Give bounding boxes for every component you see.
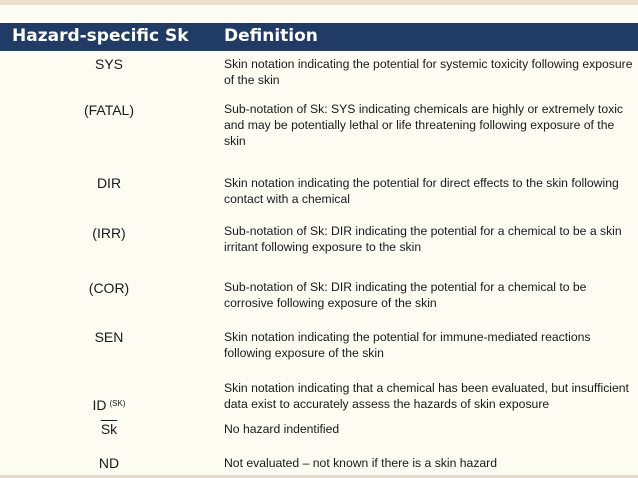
hazard-term-superscript: (SK) (109, 399, 126, 408)
hazard-definition: Skin notation indicating the potential for immune-mediated reactions following exposure of the skin (224, 330, 591, 360)
hazard-definition: Sub-notation of Sk: DIR indicating the potential for a chemical to be corrosive following exposure of the skin (224, 280, 587, 310)
hazard-definition: Sub-notation of Sk: SYS indicating chemicals are highly or extremely toxic and may be potentially lethal or life threatening following exposure of the skin (224, 102, 623, 148)
hazard-term: (IRR) (92, 225, 126, 241)
hazard-term-text: ID (92, 397, 107, 413)
hazard-term: ND (98, 455, 120, 471)
hazard-term: SEN (94, 329, 124, 345)
hazard-definition: Skin notation indicating the potential for systemic toxicity following exposure of the skin (224, 57, 633, 87)
hazard-term (0, 397, 218, 413)
hazard-definition: Skin notation indicating that a chemical has been evaluated, but insufficient data exist to accurately assess the hazards of skin exposure (224, 381, 629, 411)
hazard-definition: Skin notation indicating the potential for direct effects to the skin following contact with a chemical (224, 176, 619, 206)
hazard-term: $\overline{Sk}$ (100, 421, 118, 437)
hazard-term: SYS (94, 56, 123, 72)
column-header-hazard: Hazard-specific Sk (12, 26, 189, 46)
hazard-definition: Not evaluated – not known if there is a skin hazard (224, 456, 498, 470)
hazard-term: DIR (96, 175, 122, 191)
table-header (0, 23, 638, 51)
hazard-term: (COR) (88, 280, 130, 296)
hazard-definition: Sub-notation of Sk: DIR indicating the potential for a chemical to be a skin irritant following exposure to the skin (224, 224, 622, 254)
hazard-term: (FATAL) (83, 102, 135, 118)
column-header-definition: Definition (224, 26, 318, 46)
hazard-definition: No hazard indentified (224, 422, 340, 436)
